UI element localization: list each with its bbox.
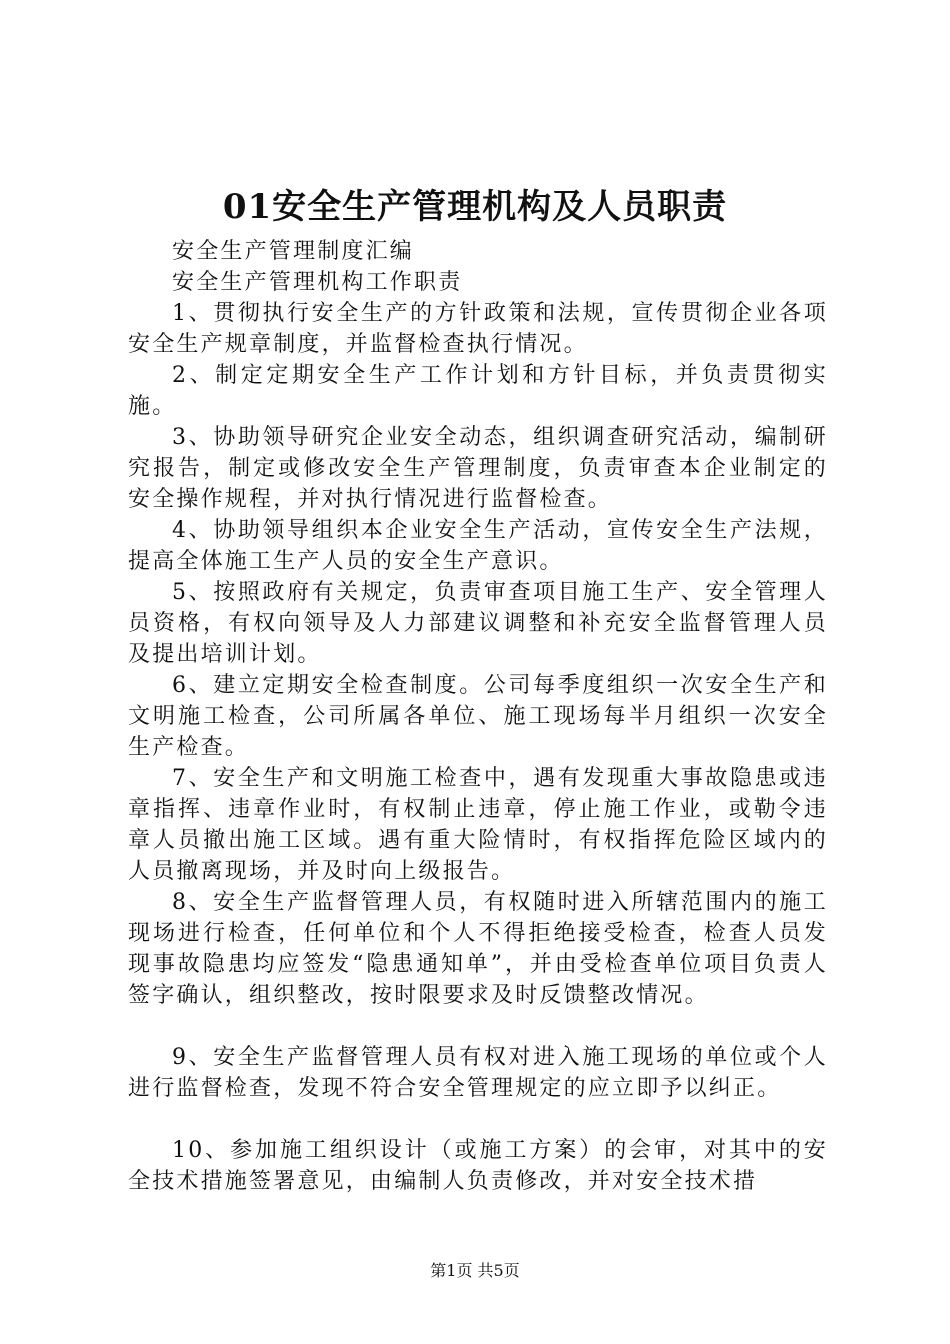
paragraph-item-8: 8、安全生产监督管理人员，有权随时进入所辖范围内的施工现场进行检查，任何单位和个人不得拒绝接受检查，检查人员发现事故隐患均应签发“隐患通知单”，并由受检查单位项目负责人签字确认，组织整改，按时限要求及时反馈整改情况。	[128, 890, 828, 1008]
paragraph-item-7: 7、安全生产和文明施工检查中，遇有发现重大事故隐患或违章指挥、违章作业时，有权制止违章，停止施工作业，或勒令违章人员撤出施工区域。遇有重大险情时，有权指挥危险区域内的人员撤离现场，并及时向上级报告。	[128, 766, 828, 884]
paragraph-item-9: 9、安全生产监督管理人员有权对进入施工现场的单位或个人进行监督检查，发现不符合安全管理规定的应立即予以纠正。	[128, 1045, 828, 1101]
heading-system-compilation: 安全生产管理制度汇编	[172, 239, 415, 264]
paragraph-item-2: 2、制定定期安全生产工作计划和方针目标，并负责贯彻实施。	[128, 363, 828, 419]
paragraph-item-5: 5、按照政府有关规定，负责审查项目施工生产、安全管理人员资格，有权向领导及人力部建议调整和补充安全监督管理人员及提出培训计划。	[128, 580, 828, 667]
page-number-footer: 第1页 共5页	[430, 1261, 520, 1280]
document-title: 01安全生产管理机构及人员职责	[222, 187, 728, 227]
paragraph-item-10: 10、参加施工组织设计（或施工方案）的会审，对其中的安全技术措施签署意见，由编制人负责修改，并对安全技术措	[128, 1138, 828, 1194]
paragraph-item-6: 6、建立定期安全检查制度。公司每季度组织一次安全生产和文明施工检查，公司所属各单位、施工现场每半月组织一次安全生产检查。	[128, 673, 828, 760]
paragraph-item-1: 1、贯彻执行安全生产的方针政策和法规，宣传贯彻企业各项安全生产规章制度，并监督检查执行情况。	[128, 301, 828, 357]
paragraph-item-3: 3、协助领导研究企业安全动态，组织调查研究活动，编制研究报告，制定或修改安全生产管理制度，负责审查本企业制定的安全操作规程，并对执行情况进行监督检查。	[128, 425, 828, 512]
heading-agency-duties: 安全生产管理机构工作职责	[172, 270, 463, 295]
paragraph-item-4: 4、协助领导组织本企业安全生产活动，宣传安全生产法规，提高全体施工生产人员的安全生产意识。	[128, 518, 828, 574]
document-body	[128, 236, 828, 1197]
